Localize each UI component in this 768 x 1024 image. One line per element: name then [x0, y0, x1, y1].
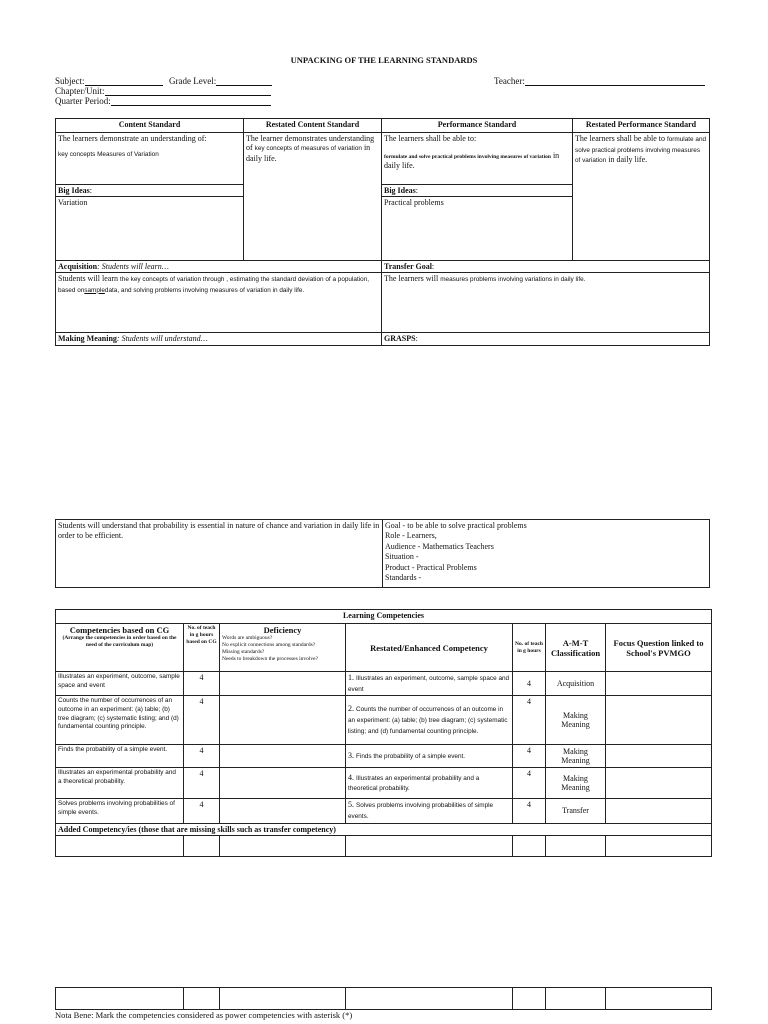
added-competencies-label: Added Competency/ies (those that are missing skills such as transfer competency) — [56, 823, 712, 835]
hours-cell: 4 — [184, 672, 220, 696]
hours-cell: 4 — [184, 799, 220, 823]
big-ideas-label-right: Big Ideas: — [382, 185, 573, 197]
empty-cell — [56, 835, 184, 856]
amt-cell: Transfer — [546, 799, 606, 823]
restated-cell: 2. Counts the number of occurrences of an outcome in an experiment: (a) table; (b) tree diagram; (c) systematic listing; and (d) fundamental counting principle. — [346, 696, 513, 745]
empty-cell — [346, 988, 513, 1010]
chapter-field: Chapter/Unit: — [55, 86, 271, 96]
table-row — [56, 799, 712, 823]
table-row — [56, 696, 712, 745]
deficiency-cell — [220, 672, 346, 696]
subject-field: Subject: — [55, 76, 163, 86]
cg-cell: Illustrates an experiment, outcome, sample space and event — [56, 672, 184, 696]
restated-content-cell: The learner demonstrates understanding of key concepts of measures of variation in daily life. — [244, 133, 382, 261]
focus-question-cell — [606, 696, 712, 745]
nota-bene: Nota Bene: Mark the competencies considered as power competencies with asterisk (*) — [55, 1010, 353, 1020]
focus-question-header: Focus Question linked to School's PVMGO — [606, 624, 712, 672]
restated-cell: 4. Illustrates an experimental probability and a theoretical probability. — [346, 768, 513, 799]
content-standard-header: Content Standard — [56, 119, 244, 133]
empty-cell — [546, 988, 606, 1010]
big-ideas-label-left: Big Ideas: — [56, 185, 244, 197]
amt-header: A-M-T Classification — [546, 624, 606, 672]
empty-cell — [184, 988, 220, 1010]
restated-header: Restated/Enhanced Competency — [346, 624, 513, 672]
performance-standard-header: Performance Standard — [382, 119, 573, 133]
restated-cell: 5. Solves problems involving probabilities of simple events. — [346, 799, 513, 823]
cg-cell: Finds the probability of a simple event. — [56, 745, 184, 768]
content-standard-cell: The learners demonstrate an understanding of: key concepts Measures of Variation — [56, 133, 244, 185]
empty-cell — [606, 835, 712, 856]
focus-question-cell — [606, 768, 712, 799]
acquisition-cell: Students will learn the key concepts of variation through , estimating the standard deviation of a population, based onsampledata, and solving problems involving measures of variation in daily life. — [56, 273, 382, 333]
understanding-table — [55, 519, 710, 588]
deficiency-cell — [220, 745, 346, 768]
teacher-field: Teacher: — [494, 76, 705, 86]
empty-cell — [56, 988, 184, 1010]
standards-table — [55, 118, 710, 346]
deficiency-cell — [220, 768, 346, 799]
big-ideas-right: Practical problems — [382, 197, 573, 261]
hours2-cell: 4 — [513, 799, 546, 823]
acquisition-label: Acquisition: Students will learn… — [56, 261, 382, 273]
page-title: UNPACKING OF THE LEARNING STANDARDS — [290, 55, 478, 65]
deficiency-cell — [220, 799, 346, 823]
competencies-title: Learning Competencies — [56, 610, 712, 624]
deficiency-header: Deficiency Words are ambiguous? No explicit connections among standards? Missing standards? Needs to breakdown the processes involve? — [220, 624, 346, 672]
table-row — [56, 745, 712, 768]
performance-standard-cell: The learners shall be able to: formulate and solve practical problems involving measures of variation in daily life. — [382, 133, 573, 185]
big-ideas-left: Variation — [56, 197, 244, 261]
making-meaning-label: Making Meaning: Students will understand… — [56, 333, 382, 346]
grasps-label: GRASPS: — [382, 333, 710, 346]
empty-cell — [513, 988, 546, 1010]
transfer-goal-cell: The learners will measures problems involving variations in daily life. — [382, 273, 710, 333]
table-row — [56, 835, 712, 856]
blank-row-table — [55, 987, 712, 1010]
restated-performance-cell: The learners shall be able to formulate and solve practical problems involving measures of variation in daily life. — [573, 133, 710, 261]
empty-cell — [184, 835, 220, 856]
restated-performance-header: Restated Performance Standard — [573, 119, 710, 133]
hours2-cell: 4 — [513, 768, 546, 799]
grasps-cell: Goal - to be able to solve practical problems Role - Learners, Audience - Mathematics Teachers Situation - Product - Practical Problems Standards - — [383, 520, 710, 588]
table-row — [56, 768, 712, 799]
hours-cell: 4 — [184, 696, 220, 745]
hours2-cell: 4 — [513, 672, 546, 696]
amt-cell: Making Meaning — [546, 745, 606, 768]
table-row — [56, 988, 712, 1010]
focus-question-cell — [606, 799, 712, 823]
empty-cell — [606, 988, 712, 1010]
competencies-table — [55, 609, 712, 857]
restated-cell: 3. Finds the probability of a simple event. — [346, 745, 513, 768]
hours-header: No. of teach in g hours based on CG — [184, 624, 220, 672]
quarter-field: Quarter Period: — [55, 96, 271, 106]
hours2-cell: 4 — [513, 745, 546, 768]
amt-cell: Making Meaning — [546, 768, 606, 799]
cg-cell: Illustrates an experimental probability and a theoretical probability. — [56, 768, 184, 799]
empty-cell — [346, 835, 513, 856]
empty-cell — [513, 835, 546, 856]
cg-header: Competencies based on CG (Arrange the competencies in order based on the need of the curriculum map) — [56, 624, 184, 672]
hours2-header: No. of teach in g hours — [513, 624, 546, 672]
focus-question-cell — [606, 672, 712, 696]
cg-cell: Counts the number of occurrences of an outcome in an experiment: (a) table; (b) tree diagram; (c) systematic listing; and (d) fundamental counting principle. — [56, 696, 184, 745]
deficiency-cell — [220, 696, 346, 745]
focus-question-cell — [606, 745, 712, 768]
hours-cell: 4 — [184, 745, 220, 768]
amt-cell: Acquisition — [546, 672, 606, 696]
grade-level-field: Grade Level: — [169, 76, 272, 86]
restated-cell: 1. Illustrates an experiment, outcome, sample space and event — [346, 672, 513, 696]
understanding-cell: Students will understand that probability is essential in nature of chance and variation in daily life in order to be efficient. — [56, 520, 383, 588]
empty-cell — [546, 835, 606, 856]
table-row — [56, 672, 712, 696]
empty-cell — [220, 835, 346, 856]
empty-cell — [220, 988, 346, 1010]
cg-cell: Solves problems involving probabilities of simple events. — [56, 799, 184, 823]
hours-cell: 4 — [184, 768, 220, 799]
amt-cell: Making Meaning — [546, 696, 606, 745]
restated-content-header: Restated Content Standard — [244, 119, 382, 133]
transfer-goal-label: Transfer Goal: — [382, 261, 710, 273]
hours2-cell: 4 — [513, 696, 546, 745]
